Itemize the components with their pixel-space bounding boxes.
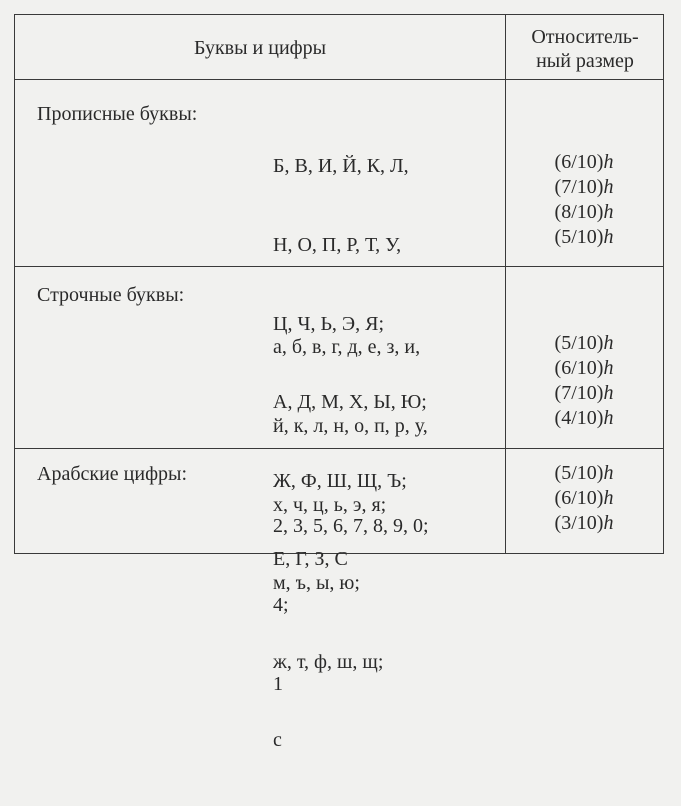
size-value: (7/10)h — [554, 382, 614, 404]
lowercase-size-list — [507, 331, 661, 431]
letter-line: ж, т, ф, ш, щ; — [273, 650, 384, 673]
column-divider — [505, 15, 506, 553]
letter-line: А, Д, М, Х, Ы, Ю; — [273, 391, 427, 414]
letter-line: й, к, л, н, о, п, р, у, — [273, 415, 428, 438]
size-value: (6/10)h — [554, 357, 614, 379]
letter-line: Ц, Ч, Ь, Э, Я; — [273, 312, 385, 335]
section-label-uppercase: Прописные буквы: — [37, 103, 198, 125]
header-relative-size-line2: ный размер — [536, 50, 634, 72]
header-letters-digits: Буквы и цифры — [193, 37, 327, 59]
letter-line: а, б, в, г, д, е, з, и, — [273, 336, 421, 359]
size-value: (5/10)h — [554, 332, 614, 354]
size-value: (8/10)h — [554, 201, 614, 223]
glyph-size-table — [14, 14, 664, 752]
header-divider — [15, 79, 663, 80]
letter-line: м, ъ, ы, ю; — [273, 572, 360, 595]
digit-line: 4; — [273, 594, 289, 617]
letter-line: Е, Г, З, С — [273, 548, 348, 571]
header-relative-size — [507, 25, 663, 73]
size-value: (5/10)h — [554, 462, 614, 484]
size-value: (5/10)h — [554, 226, 614, 248]
digit-list — [273, 461, 429, 749]
size-value: (4/10)h — [554, 407, 614, 429]
size-value: (7/10)h — [554, 176, 614, 198]
section-label-digits: Арабские цифры: — [37, 463, 188, 485]
digit-line: 2, 3, 5, 6, 7, 8, 9, 0; — [273, 515, 429, 538]
letter-line: х, ч, ц, ь, э, я; — [273, 493, 387, 516]
letter-line: Н, О, П, Р, Т, У, — [273, 234, 402, 257]
size-value: (6/10)h — [554, 487, 614, 509]
size-value: (3/10)h — [554, 512, 614, 534]
letter-line: с — [273, 729, 282, 752]
section-label-lowercase: Строчные буквы: — [37, 284, 185, 306]
uppercase-size-list — [507, 150, 661, 250]
digit-line: 1 — [273, 672, 283, 695]
letter-line: Б, В, И, Й, К, Л, — [273, 155, 409, 178]
header-relative-size-line1: Относитель- — [531, 26, 639, 48]
digit-size-list — [507, 461, 661, 536]
letter-line: Ж, Ф, Ш, Щ, Ъ; — [273, 469, 407, 492]
size-value: (6/10)h — [554, 151, 614, 173]
